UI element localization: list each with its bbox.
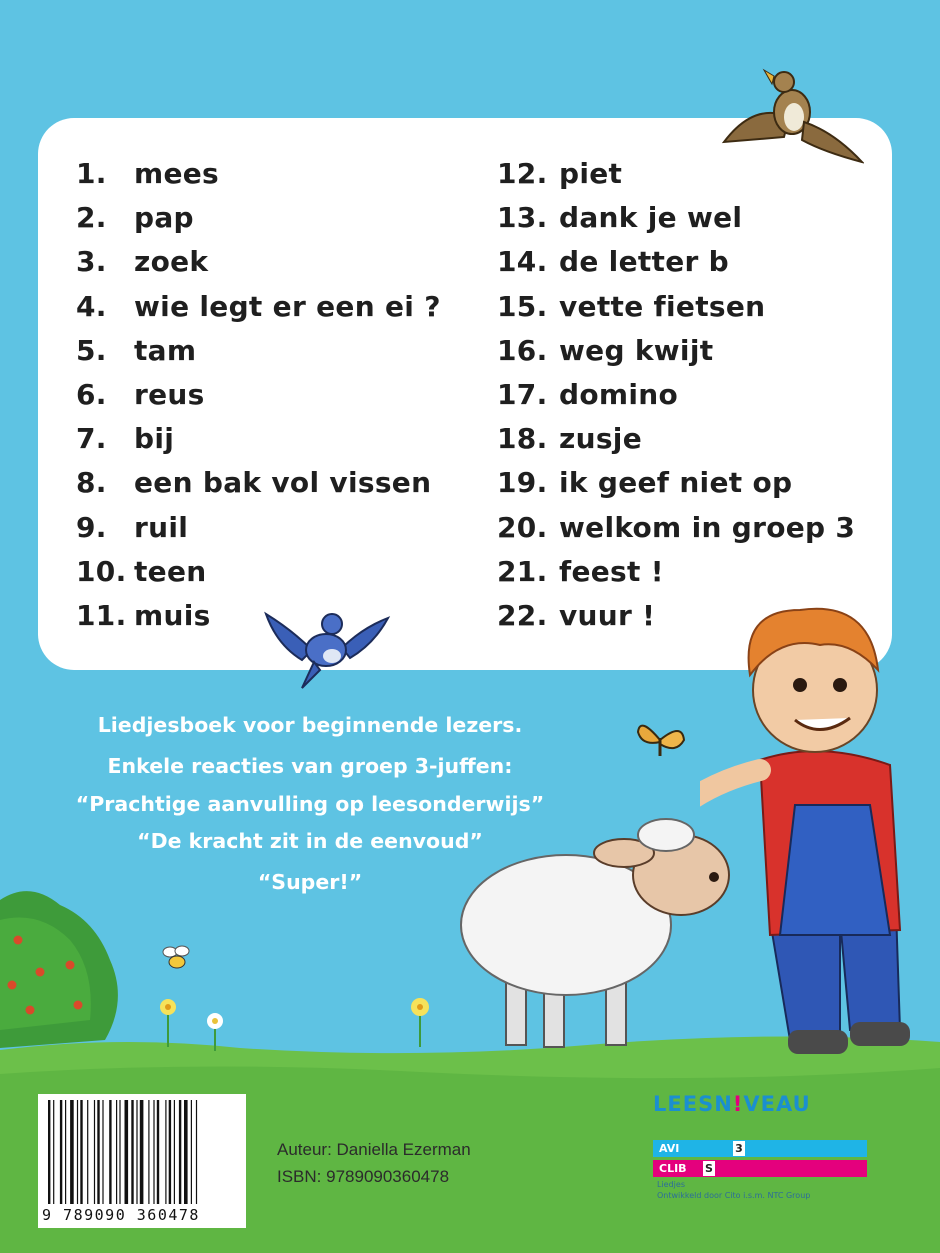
song-number: 13.: [497, 201, 548, 235]
song-title: een bak vol vissen: [134, 466, 432, 500]
song-number: 17.: [497, 378, 548, 411]
song-title: ruil: [134, 510, 189, 544]
song-title: domino: [559, 378, 679, 411]
song-number: 19.: [497, 466, 548, 500]
avi-level-marker: 3: [733, 1141, 745, 1156]
song-list-item: [76, 419, 175, 459]
barcode-bar: [184, 1100, 188, 1204]
song-list-item: [497, 287, 766, 327]
song-number: 3.: [76, 245, 107, 279]
song-number: 12.: [497, 157, 548, 190]
song-title: vuur !: [559, 599, 656, 632]
barcode-bar: [80, 1100, 82, 1204]
song-list-item: [497, 242, 730, 282]
leesniveau-logo: [653, 1092, 811, 1116]
song-list-item: [76, 242, 209, 282]
song-list-item: [76, 287, 441, 327]
logo-text-veau: VEAU: [743, 1092, 811, 1116]
logo-text-lees: LEES: [653, 1092, 715, 1116]
barcode-bar: [109, 1100, 111, 1204]
song-number: 4.: [76, 289, 107, 323]
bush-illustration: [0, 880, 130, 1050]
barcode-bar: [179, 1100, 181, 1204]
song-list-item: [76, 375, 205, 415]
barcode-bar: [119, 1100, 120, 1204]
testimonial-quote-1: “Prachtige aanvulling op leesonderwijs”: [75, 792, 545, 816]
barcode-bar: [169, 1100, 171, 1204]
barcode-bar: [70, 1100, 74, 1204]
song-title: bij: [134, 422, 175, 456]
barcode-bar: [165, 1100, 166, 1204]
song-title: mees: [134, 157, 220, 190]
bluebird-illustration: [262, 600, 392, 692]
clib-level-row: [653, 1160, 867, 1177]
logo-text-bang: !: [732, 1092, 744, 1116]
barcode-bar: [191, 1100, 192, 1204]
barcode-bar: [174, 1100, 175, 1204]
song-title: wie legt er een ei ?: [134, 289, 441, 323]
barcode-bars: [46, 1100, 238, 1204]
sparrow-bird-illustration: [714, 62, 864, 167]
song-number: 11.: [76, 599, 127, 632]
song-title: vette fietsen: [559, 289, 766, 323]
song-list-item: [497, 419, 642, 459]
clib-label: CLIB: [659, 1162, 687, 1175]
barcode-bar: [65, 1100, 66, 1204]
barcode-bar: [53, 1100, 54, 1204]
testimonial-quote-3: “Super!”: [257, 870, 363, 894]
song-list-item: [497, 463, 793, 503]
song-title: welkom in groep 3: [559, 510, 856, 544]
song-list-item: [76, 198, 194, 238]
author-credit: Auteur: Daniella Ezerman: [277, 1140, 471, 1159]
song-number: 2.: [76, 201, 107, 235]
flowers-illustration: [150, 995, 450, 1055]
song-title: zusje: [559, 422, 642, 456]
reading-level-badge: [653, 1092, 903, 1227]
song-title: teen: [134, 554, 207, 588]
barcode-bar: [87, 1100, 88, 1204]
avi-label: AVI: [659, 1142, 680, 1155]
barcode-bar: [153, 1100, 154, 1204]
barcode-bar: [60, 1100, 62, 1204]
song-title: reus: [134, 378, 205, 411]
song-title: muis: [134, 599, 211, 632]
clib-level-marker: S: [703, 1161, 715, 1176]
song-list-item: [497, 198, 743, 238]
song-list-item: [497, 154, 623, 194]
song-list-item: [497, 331, 714, 371]
song-list-item: [76, 552, 207, 592]
barcode-digits: 9 789090 360478: [42, 1206, 200, 1224]
song-title: tam: [134, 333, 197, 367]
song-list-item: [76, 463, 432, 503]
song-list-item: [497, 508, 856, 548]
blurb-line-2: Enkele reacties van groep 3-juffen:: [107, 754, 513, 778]
testimonial-quote-2: “De kracht zit in de eenvoud”: [137, 829, 483, 853]
song-number: 6.: [76, 378, 107, 411]
song-list-item: [497, 375, 679, 415]
song-number: 7.: [76, 422, 107, 456]
boy-illustration: [700, 590, 940, 1060]
bee-icon: [160, 942, 194, 976]
song-number: 14.: [497, 245, 548, 279]
barcode-bar: [196, 1100, 197, 1204]
song-title: pap: [134, 201, 194, 235]
song-list-item: [76, 508, 189, 548]
song-list-item: [76, 331, 197, 371]
barcode-bar: [140, 1100, 144, 1204]
barcode-bar: [97, 1100, 99, 1204]
song-title: zoek: [134, 245, 209, 279]
song-title: ik geef niet op: [559, 466, 793, 500]
song-number: 5.: [76, 333, 107, 367]
song-title: piet: [559, 157, 623, 190]
song-number: 16.: [497, 333, 548, 367]
level-note: Ontwikkeld door Cito i.s.m. NTC Group: [657, 1191, 811, 1200]
barcode-bar: [77, 1100, 78, 1204]
avi-level-row: [653, 1140, 867, 1157]
barcode-bar: [116, 1100, 117, 1204]
song-number: 15.: [497, 289, 548, 323]
barcode-bar: [157, 1100, 159, 1204]
song-title: dank je wel: [559, 201, 743, 235]
song-number: 1.: [76, 157, 107, 190]
barcode-bar: [148, 1100, 149, 1204]
level-sub-label: Liedjes: [657, 1180, 685, 1189]
isbn-barcode: [38, 1094, 246, 1228]
song-number: 18.: [497, 422, 548, 456]
song-list-item: [497, 552, 664, 592]
song-number: 8.: [76, 466, 107, 500]
barcode-bar: [94, 1100, 95, 1204]
barcode-bar: [48, 1100, 50, 1204]
barcode-bar: [125, 1100, 129, 1204]
barcode-bar: [136, 1100, 137, 1204]
barcode-bar: [102, 1100, 103, 1204]
song-list-card: [38, 118, 892, 670]
song-title: feest !: [559, 554, 664, 588]
song-list-item: [76, 596, 211, 636]
song-title: weg kwijt: [559, 333, 714, 367]
song-number: 20.: [497, 510, 548, 544]
song-list-item: [76, 154, 220, 194]
song-number: 9.: [76, 510, 107, 544]
song-number: 22.: [497, 599, 548, 632]
song-list-item: [497, 596, 656, 636]
logo-text-n: N: [714, 1092, 733, 1116]
isbn-text: ISBN: 9789090360478: [277, 1167, 450, 1186]
blurb-line-1: Liedjesboek voor beginnende lezers.: [97, 713, 523, 737]
song-number: 21.: [497, 554, 548, 588]
song-title: de letter b: [559, 245, 730, 279]
butterfly-icon: [632, 710, 688, 766]
song-number: 10.: [76, 554, 127, 588]
barcode-bar: [131, 1100, 133, 1204]
